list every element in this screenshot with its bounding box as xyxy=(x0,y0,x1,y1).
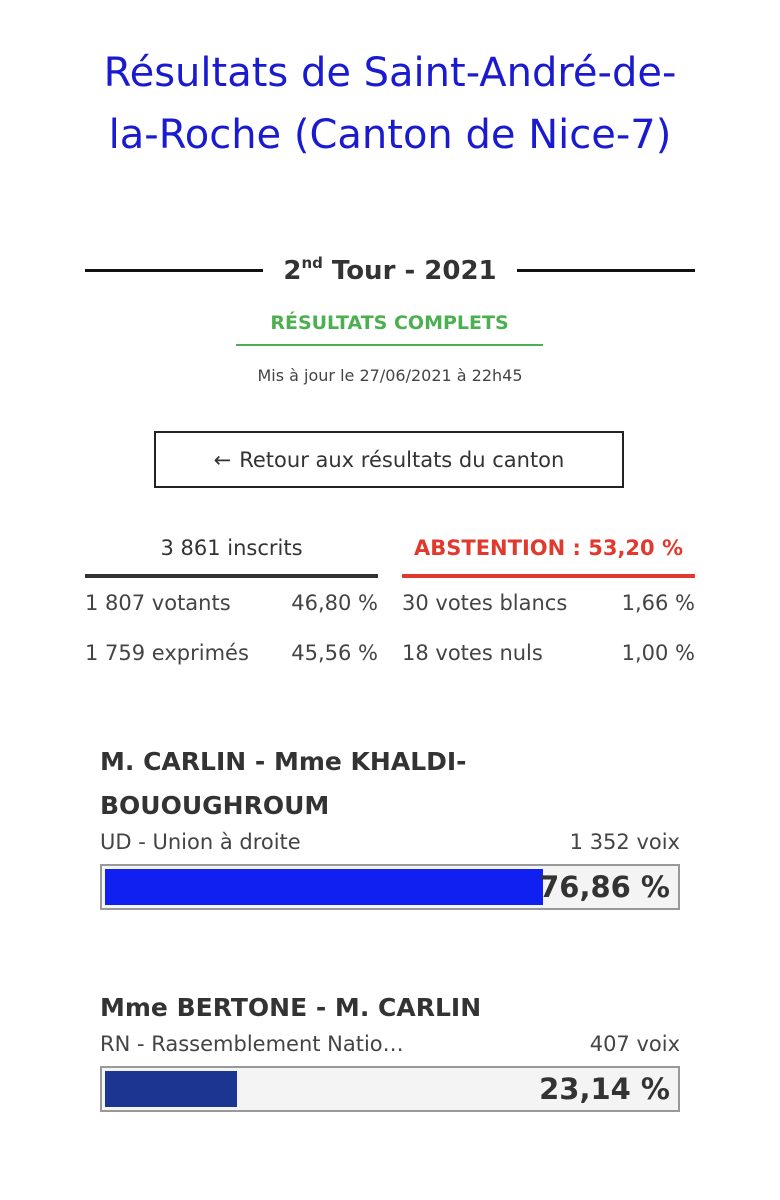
arrow-left-icon: ← xyxy=(213,447,232,472)
result-bar-fill xyxy=(105,1071,237,1107)
candidate-party: RN - Rassemblement Natio… xyxy=(100,1032,404,1056)
result-bar xyxy=(100,1066,680,1112)
divider-left xyxy=(85,269,263,272)
result-percentage: 76,86 % xyxy=(539,870,670,904)
expressed-row xyxy=(85,628,378,678)
back-button-label: Retour aux résultats du canton xyxy=(239,447,565,472)
expressed-label: 1 759 exprimés xyxy=(85,641,249,665)
blank-votes-row xyxy=(402,578,695,628)
blank-votes-pct: 1,66 % xyxy=(621,591,695,615)
candidate-party: UD - Union à droite xyxy=(100,830,301,854)
back-to-canton-button[interactable] xyxy=(154,431,624,488)
candidate-votes: 1 352 voix xyxy=(569,830,680,854)
candidate-votes: 407 voix xyxy=(589,1032,680,1056)
null-votes-pct: 1,00 % xyxy=(621,641,695,665)
participation-stats xyxy=(85,536,378,678)
last-updated: Mis à jour le 27/06/2021 à 22h45 xyxy=(257,366,523,385)
status-badge: RÉSULTATS COMPLETS xyxy=(236,312,543,346)
candidate-card xyxy=(100,986,680,1112)
candidate-meta xyxy=(100,830,680,854)
result-bar-fill xyxy=(105,869,543,905)
voters-row xyxy=(85,578,378,628)
result-bar xyxy=(100,864,680,910)
page-title: Résultats de Saint-André-de-la-Roche (Canton de Nice-7) xyxy=(103,50,677,158)
round-header xyxy=(85,248,695,292)
expressed-pct: 45,56 % xyxy=(291,641,378,665)
round-number: 2 xyxy=(283,256,302,286)
candidate-name: M. CARLIN - Mme KHALDI-BOUOUGHROUM xyxy=(100,747,467,820)
voters-pct: 46,80 % xyxy=(291,591,378,615)
registered-voters: 3 861 inscrits xyxy=(85,536,378,578)
round-suffix: nd xyxy=(301,254,323,272)
blank-votes-label: 30 votes blancs xyxy=(402,591,568,615)
candidate-meta xyxy=(100,1032,680,1056)
abstention-rate: ABSTENTION : 53,20 % xyxy=(402,536,695,578)
round-text: Tour - 2021 xyxy=(322,256,497,286)
null-votes-row xyxy=(402,628,695,678)
divider-right xyxy=(517,269,695,272)
abstention-stats xyxy=(402,536,695,678)
candidate-card xyxy=(100,740,680,910)
candidate-name: Mme BERTONE - M. CARLIN xyxy=(100,993,482,1022)
null-votes-label: 18 votes nuls xyxy=(402,641,543,665)
round-label xyxy=(263,254,516,286)
result-percentage: 23,14 % xyxy=(539,1072,670,1106)
voters-label: 1 807 votants xyxy=(85,591,231,615)
